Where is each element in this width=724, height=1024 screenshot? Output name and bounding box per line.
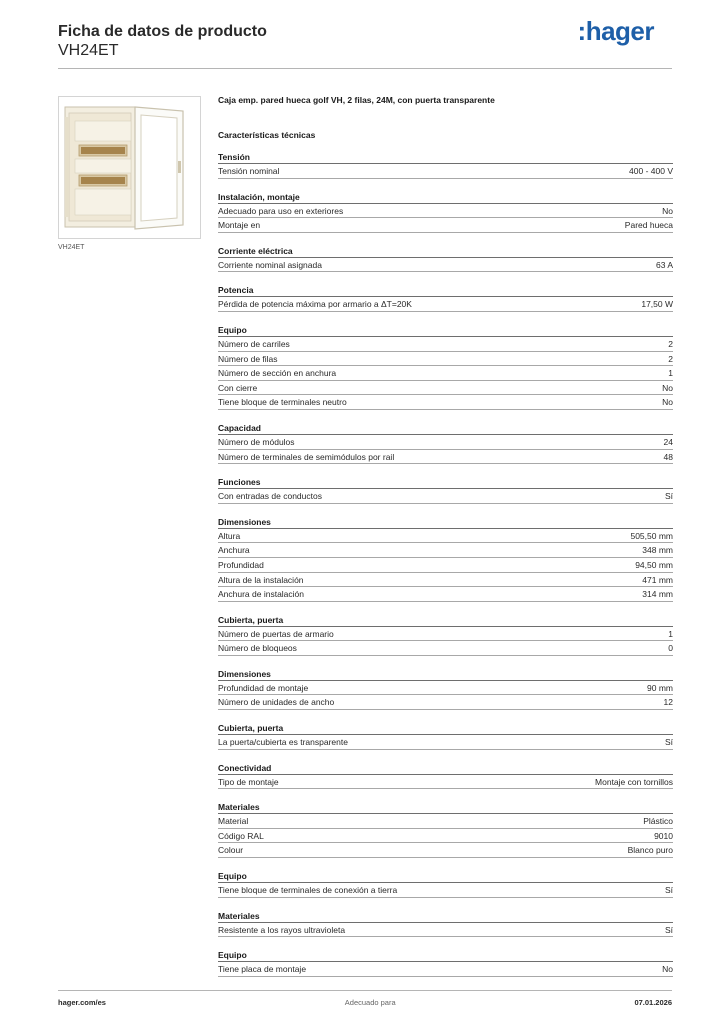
spec-label: Tiene placa de montaje [218, 964, 307, 975]
spec-value: 1 [668, 368, 673, 379]
spec-row [218, 337, 673, 352]
spec-group-title: Dimensiones [218, 515, 673, 529]
spec-row [218, 681, 673, 696]
spec-value: Blanco puro [627, 845, 673, 856]
spec-value: 471 mm [642, 574, 673, 585]
spec-value: 2 [668, 353, 673, 364]
spec-label: Número de filas [218, 353, 278, 364]
spec-value: 17,50 W [641, 299, 673, 310]
spec-label: Material [218, 816, 249, 827]
spec-value: 94,50 mm [635, 559, 673, 570]
spec-group-title: Equipo [218, 323, 673, 337]
spec-label: Número de puertas de armario [218, 628, 334, 639]
spec-row [218, 204, 673, 219]
spec-group-title: Capacidad [218, 421, 673, 435]
product-image [58, 96, 201, 239]
spec-row [218, 395, 673, 410]
spec-label: La puerta/cubierta es transparente [218, 737, 348, 748]
spec-row [218, 923, 673, 938]
spec-value: 2 [668, 338, 673, 349]
spec-label: Número de módulos [218, 436, 295, 447]
spec-row [218, 573, 673, 588]
spec-group-title: Instalación, montaje [218, 190, 673, 204]
spec-value: 400 - 400 V [629, 166, 673, 176]
spec-label: Pérdida de potencia máxima por armario a ΔT=20K [218, 299, 412, 310]
product-code: VH24ET [58, 42, 119, 59]
spec-row [218, 962, 673, 977]
spec-value: Sí [664, 491, 673, 502]
spec-row [218, 352, 673, 367]
spec-group-title: Materiales [218, 909, 673, 923]
spec-value: 1 [668, 628, 673, 639]
spec-label: Altura de la instalación [218, 574, 304, 585]
product-datasheet [218, 95, 673, 977]
enclosure-illustration [59, 97, 200, 238]
spec-row [218, 843, 673, 858]
spec-value: No [662, 964, 673, 975]
spec-row [218, 735, 673, 750]
spec-value: Sí [664, 924, 673, 935]
document-header [58, 22, 267, 60]
spec-row [218, 695, 673, 710]
spec-label: Anchura de instalación [218, 589, 305, 600]
spec-value: No [662, 397, 673, 408]
spec-row [218, 164, 673, 179]
spec-value: Plástico [643, 816, 673, 827]
image-caption: VH24ET [58, 244, 85, 251]
spec-row [218, 381, 673, 396]
spec-label: Profundidad de montaje [218, 682, 309, 693]
footer-middle-text: Adecuado para [344, 998, 396, 1007]
footer-website-link[interactable]: hager.com/es [58, 998, 106, 1007]
spec-label: Montaje en [218, 220, 261, 231]
header-divider [58, 68, 672, 69]
spec-label: Tipo de montaje [218, 776, 279, 787]
spec-group-title: Tensión [218, 150, 673, 164]
spec-label: Altura [218, 530, 241, 541]
spec-row [218, 218, 673, 233]
spec-value: Sí [664, 737, 673, 748]
spec-label: Con cierre [218, 382, 258, 393]
spec-group-title: Materiales [218, 800, 673, 814]
spec-value: 12 [663, 697, 673, 708]
spec-value: 48 [663, 451, 673, 462]
spec-label: Tiene bloque de terminales de conexión a tierra [218, 885, 398, 896]
spec-value: Montaje con tornillos [595, 776, 673, 787]
spec-label: Tensión nominal [218, 166, 280, 176]
spec-label: Resistente a los rayos ultravioleta [218, 924, 346, 935]
spec-row [218, 529, 673, 544]
spec-value: No [662, 382, 673, 393]
spec-groups [218, 150, 673, 977]
spec-value: 63 A [655, 259, 673, 270]
spec-row [218, 814, 673, 829]
spec-group-title: Cubierta, puerta [218, 721, 673, 735]
spec-label: Número de sección en anchura [218, 368, 337, 379]
spec-row [218, 450, 673, 465]
spec-row [218, 641, 673, 656]
spec-label: Adecuado para uso en exteriores [218, 205, 344, 216]
spec-label: Anchura [218, 545, 250, 556]
spec-group-title: Funciones [218, 475, 673, 489]
spec-row [218, 297, 673, 312]
spec-label: Con entradas de conductos [218, 491, 322, 502]
spec-label: Número de unidades de ancho [218, 697, 335, 708]
spec-value: 90 mm [647, 682, 673, 693]
spec-group-title: Conectividad [218, 761, 673, 775]
spec-row [218, 543, 673, 558]
spec-row [218, 587, 673, 602]
spec-row [218, 829, 673, 844]
spec-row [218, 627, 673, 642]
spec-value: 348 mm [642, 545, 673, 556]
spec-row [218, 775, 673, 790]
spec-value: 314 mm [642, 589, 673, 600]
spec-label: Colour [218, 845, 244, 856]
spec-group-title: Corriente eléctrica [218, 244, 673, 258]
spec-row [218, 489, 673, 504]
spec-row [218, 558, 673, 573]
hager-logo[interactable]: :hager [577, 16, 654, 46]
product-description: Caja emp. pared hueca golf VH, 2 filas, 24M, con puerta transparente [218, 95, 495, 105]
footer-date: 07.01.2026 [634, 998, 672, 1007]
spec-label: Número de bloqueos [218, 643, 297, 654]
spec-row [218, 258, 673, 273]
technical-characteristics-title: Características técnicas [218, 130, 316, 140]
spec-label: Tiene bloque de terminales neutro [218, 397, 347, 408]
spec-value: 24 [663, 436, 673, 447]
spec-value: No [662, 205, 673, 216]
spec-value: 505,50 mm [630, 530, 673, 541]
spec-group-title: Equipo [218, 869, 673, 883]
spec-group-title: Dimensiones [218, 667, 673, 681]
spec-row [218, 366, 673, 381]
spec-value: 0 [668, 643, 673, 654]
spec-label: Código RAL [218, 830, 264, 841]
footer-divider [58, 990, 672, 991]
document-title: Ficha de datos de producto [58, 23, 267, 40]
spec-row [218, 435, 673, 450]
spec-label: Profundidad [218, 559, 264, 570]
spec-group-title: Cubierta, puerta [218, 613, 673, 627]
spec-group-title: Potencia [218, 283, 673, 297]
spec-label: Número de terminales de semimódulos por rail [218, 451, 395, 462]
spec-value: Sí [664, 885, 673, 896]
spec-label: Corriente nominal asignada [218, 259, 322, 270]
spec-label: Número de carriles [218, 338, 290, 349]
page-footer [58, 998, 672, 1007]
spec-value: 9010 [654, 830, 673, 841]
spec-row [218, 883, 673, 898]
spec-group-title: Equipo [218, 948, 673, 962]
spec-value: Pared hueca [624, 220, 673, 231]
